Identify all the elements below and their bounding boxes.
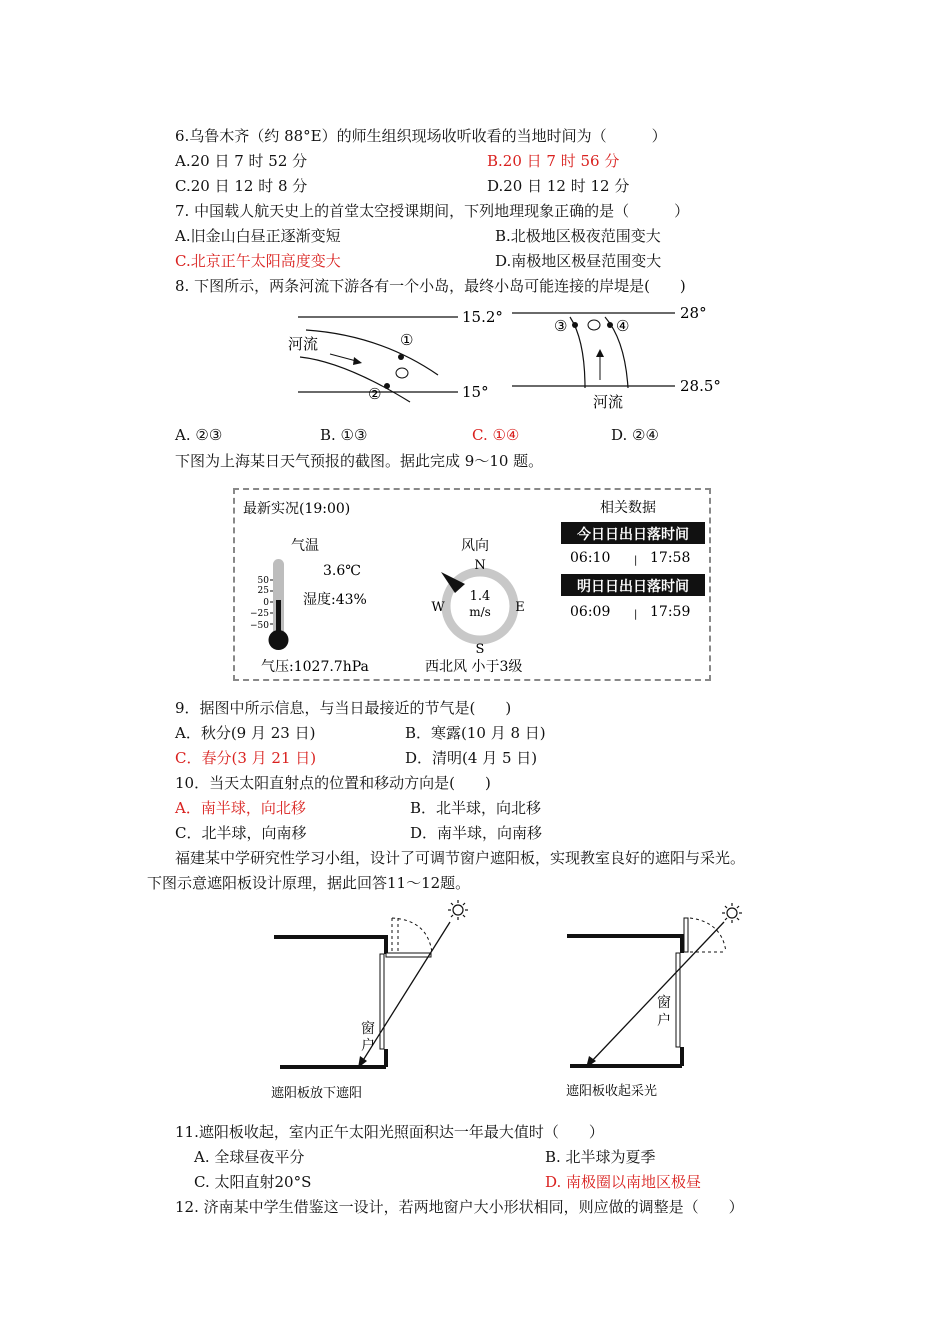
today-title: 今日日出日落时间	[577, 527, 689, 543]
q8-option-a[interactable]: A. ②③	[175, 426, 223, 444]
wind-unit: m/s	[469, 605, 491, 619]
q7-option-d[interactable]: D.南极地区极昼范围变大	[495, 252, 662, 270]
q10-option-b[interactable]: B．北半球，向北移	[410, 799, 542, 817]
intro-9-10: 下图为上海某日天气预报的截图。据此完成 9～10 题。	[175, 452, 544, 470]
marker-1: ①	[400, 331, 414, 349]
dir-e: E	[515, 600, 525, 615]
intro-11-12-line2: 下图示意遮阳板设计原理，据此回答11～12题。	[147, 874, 471, 892]
scale-tick: 0	[263, 598, 269, 608]
river-label-left: 河流	[288, 335, 319, 353]
temp-label: 气温	[291, 538, 319, 554]
marker-4: ④	[616, 317, 630, 335]
intro-11-12-line1: 福建某中学研究性学习小组，设计了可调节窗户遮阳板，实现教室良好的遮阳与采光。	[175, 849, 746, 867]
lat-label-left-bottom: 15°	[462, 383, 489, 401]
q8-option-d[interactable]: D. ②④	[611, 426, 659, 444]
tomorrow-title: 明日日出日落时间	[577, 579, 689, 595]
today-sunrise: 06:10	[570, 550, 611, 566]
q7-option-c[interactable]: C.北京正午太阳高度变大	[175, 252, 341, 270]
q9-option-c[interactable]: C．春分(3 月 21 日)	[175, 749, 317, 767]
q11-option-c[interactable]: C. 太阳直射20°S	[194, 1173, 312, 1191]
humidity-value: 湿度:43%	[303, 592, 367, 608]
q7-option-a[interactable]: A.旧金山白昼正逐渐变短	[175, 227, 341, 245]
q11-option-a[interactable]: A. 全球昼夜平分	[194, 1148, 305, 1166]
q11-option-b[interactable]: B. 北半球为夏季	[545, 1148, 656, 1166]
q6-option-a[interactable]: A.20 日 7 时 52 分	[175, 152, 308, 170]
q8-option-c[interactable]: C. ①④	[472, 426, 520, 444]
window-label-left-2: 户	[361, 1038, 375, 1054]
q8-option-b[interactable]: B. ①③	[320, 426, 368, 444]
wind-speed: 1.4	[469, 589, 491, 604]
q10-option-a[interactable]: A．南半球，向北移	[175, 799, 306, 817]
q9-option-d[interactable]: D．清明(4 月 5 日)	[405, 749, 538, 767]
weather-header: 最新实况(19:00)	[243, 501, 351, 517]
q8-stem: 8. 下图所示，两条河流下游各有一个小岛，最终小岛可能连接的岸堤是( )	[175, 277, 686, 295]
q12-stem: 12. 济南某中学生借鉴这一设计，若两地窗户大小形状相同，则应做的调整是（ ）	[175, 1198, 744, 1216]
dir-s: S	[475, 642, 485, 657]
q9-option-a[interactable]: A．秋分(9 月 23 日)	[175, 724, 316, 742]
pressure-value: 气压:1027.7hPa	[261, 659, 369, 675]
caption-right: 遮阳板收起采光	[566, 1084, 658, 1099]
wind-label: 风向	[461, 538, 489, 554]
scale-tick: −50	[250, 621, 269, 631]
lat-label-left-top: 15.2°	[462, 308, 503, 326]
tomorrow-sunrise: 06:09	[570, 604, 611, 620]
lat-label-right-bottom: 28.5°	[680, 377, 721, 395]
today-separator: |	[634, 555, 638, 566]
window-label-right-1: 窗	[657, 995, 671, 1011]
tomorrow-separator: |	[634, 609, 638, 620]
q6-option-b[interactable]: B.20 日 7 时 56 分	[487, 152, 620, 170]
caption-left: 遮阳板放下遮阳	[271, 1086, 363, 1101]
q10-stem: 10．当天太阳直射点的位置和移动方向是( )	[175, 774, 491, 792]
scale-tick: −25	[250, 609, 269, 619]
q9-stem: 9．据图中所示信息，与当日最接近的节气是( )	[175, 699, 512, 717]
marker-2: ②	[368, 385, 382, 403]
q7-stem: 7. 中国载人航天史上的首堂太空授课期间，下列地理现象正确的是（ ）	[175, 202, 690, 220]
temp-value: 3.6℃	[323, 563, 361, 579]
sun-icon	[448, 900, 468, 920]
scale-tick: 25	[257, 586, 269, 596]
q9-option-b[interactable]: B．寒露(10 月 8 日)	[405, 724, 546, 742]
window-label-left-1: 窗	[361, 1021, 375, 1037]
dir-w: W	[431, 600, 445, 615]
related-title: 相关数据	[600, 500, 656, 516]
marker-3: ③	[554, 317, 568, 335]
q6-stem: 6.乌鲁木齐（约 88°E）的师生组织现场收听收看的当地时间为（ ）	[175, 127, 667, 145]
q6-option-d[interactable]: D.20 日 12 时 12 分	[487, 177, 630, 195]
scale-tick: 50	[257, 576, 269, 586]
lat-label-right-top: 28°	[680, 304, 707, 322]
window-label-right-2: 户	[657, 1013, 671, 1029]
q10-option-c[interactable]: C．北半球，向南移	[175, 824, 307, 842]
sun-icon	[722, 903, 742, 923]
q6-option-c[interactable]: C.20 日 12 时 8 分	[175, 177, 308, 195]
dir-n: N	[474, 558, 486, 573]
wind-desc: 西北风 小于3级	[425, 659, 523, 675]
q10-option-d[interactable]: D．南半球，向南移	[410, 824, 543, 842]
q11-stem: 11.遮阳板收起，室内正午太阳光照面积达一年最大值时（ ）	[175, 1123, 604, 1141]
today-sunset: 17:58	[650, 550, 691, 566]
q11-option-d[interactable]: D. 南极圈以南地区极昼	[545, 1173, 702, 1191]
q7-option-b[interactable]: B.北极地区极夜范围变大	[495, 227, 661, 245]
tomorrow-sunset: 17:59	[650, 604, 691, 620]
river-label-right: 河流	[593, 393, 624, 411]
